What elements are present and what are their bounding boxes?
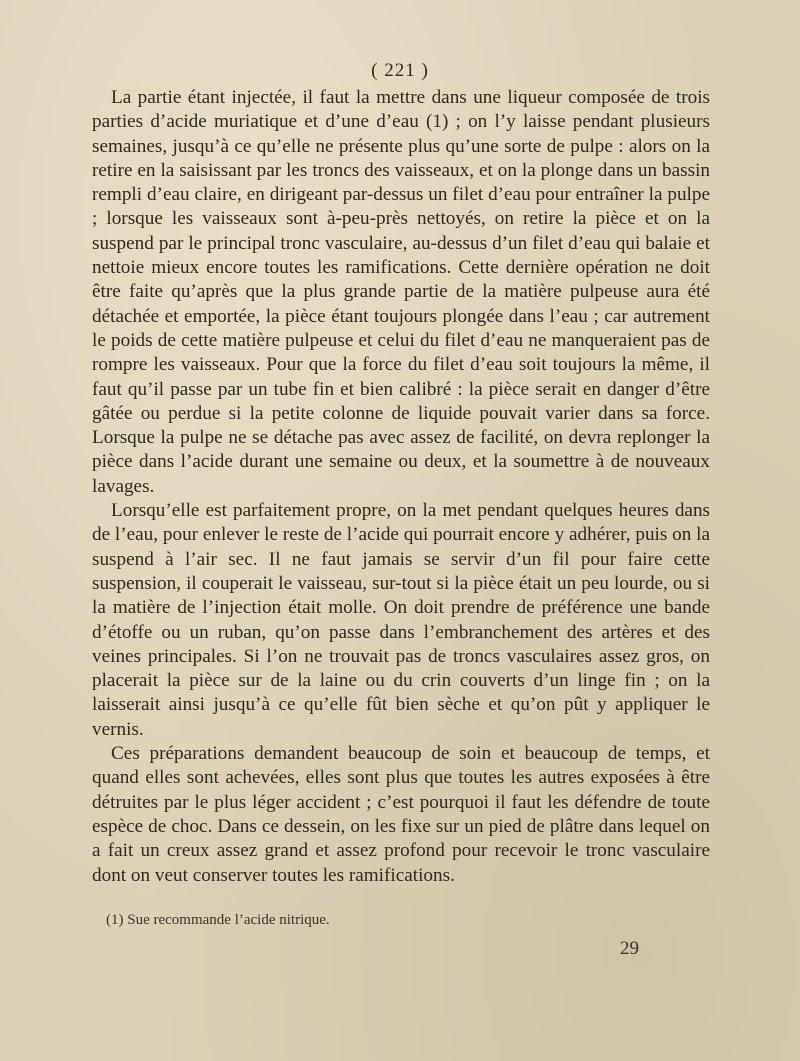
paragraph-3: Ces préparations demandent beaucoup de soin et beaucoup de temps, et quand elles sont achevées, elles sont plus que toutes les autres exposées à être détruites par le plus léger accident ; c’est pourquoi il faut les défendre de toute espèce de choc. Dans ce dessein, on les fixe sur un pied de plâtre dans lequel on a fait un creux assez grand et assez profond pour recevoir le tronc vasculaire dont on veut conserver toutes les ramifications. bbox=[92, 743, 710, 886]
paragraph-2: Lorsqu’elle est parfaitement propre, on la met pendant quelques heures dans de l’eau, pour enlever le reste de l’acide qui pourrait encore y adhérer, puis on la suspend à l’air sec. Il ne faut jamais se servir d’un fil pour faire cette suspension, il couperait le vaisseau, sur-tout si la pièce était un peu lourde, ou si la matière de l’injection était molle. On doit prendre de préférence une bande d’étoffe ou un ruban, qu’on passe dans l’embranchement des artères et des veines principales. Si l’on ne trouvait pas de troncs vasculaires assez gros, on placerait la pièce sur de la laine ou du crin couverts d’un linge fin ; on la laisserait ainsi jusqu’à ce qu’elle fût bien sèche et qu’on pût y appliquer le vernis. bbox=[92, 500, 710, 740]
signature-mark: 29 bbox=[620, 938, 639, 959]
footnote: (1) Sue recommande l’acide nitrique. bbox=[106, 912, 330, 928]
page-number: ( 221 ) bbox=[371, 60, 429, 81]
paragraph-1: La partie étant injectée, il faut la mettre dans une liqueur composée de trois parties d’acide muriatique et d’une d’eau (1) ; on l’y laisse pendant plusieurs semaines, jusqu’à ce qu’elle ne présente plus qu’une sorte de pulpe : alors on la retire en la saisissant par les troncs des vaisseaux, et on la plonge dans un bassin rempli d’eau claire, en dirigeant par-dessus un filet d’eau pour entraîner la pulpe ; lorsque les vaisseaux sont à-peu-près nettoyés, on retire la pièce et on la suspend par le principal tronc vasculaire, au-dessus d’un filet d’eau qui balaie et nettoie mieux encore toutes les ramifications. Cette dernière opération ne doit être faite qu’après que la plus grande partie de la matière pulpeuse aura été détachée et emportée, la pièce étant toujours plongée dans l’eau ; car autrement le poids de cette matière pulpeuse et celui du filet d’eau ne manqueraient pas de rompre les vaisseaux. Pour que la force du filet d’eau soit toujours la même, il faut qu’il passe par un tube fin et bien calibré : la pièce serait en danger d’être gâtée ou perdue si la petite colonne de liquide pouvait varier dans sa force. Lorsque la pulpe ne se détache pas avec assez de facilité, on devra replonger la pièce dans l’acide durant une semaine ou deux, et la soumettre à de nouveaux lavages. bbox=[92, 87, 710, 497]
body-text bbox=[92, 86, 710, 888]
